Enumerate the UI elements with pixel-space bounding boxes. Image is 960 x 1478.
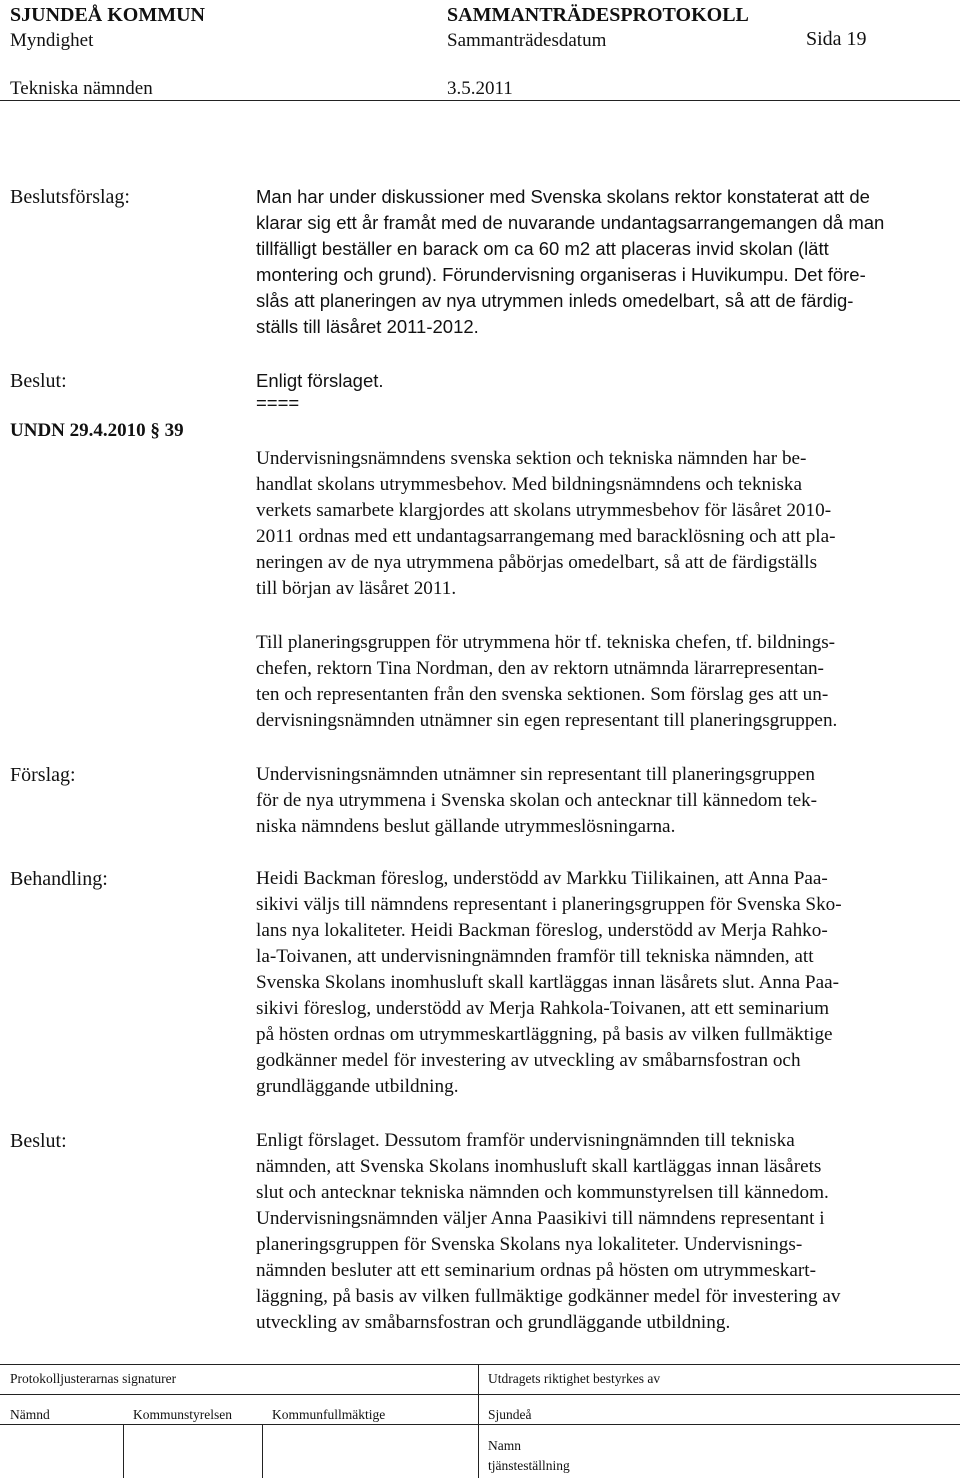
footer-position-label: tjänsteställning	[488, 1458, 570, 1473]
text-line: montering och grund). Förundervisning organiseras i Huvikumpu. Det före-	[256, 264, 866, 285]
page-number: Sida 19	[806, 28, 867, 50]
text-line: till början av läsåret 2011.	[256, 578, 457, 599]
label-beslutsforslag: Beslutsförslag:	[10, 186, 130, 208]
text-line: Enligt förslaget. Dessutom framför undervisningnämnden till tekniska	[256, 1130, 795, 1151]
footer-col-kommunfullmaktige: Kommunfullmäktige	[272, 1407, 386, 1422]
text-line: Svenska Skolans inomhusluft skall kartläggas innan läsårets slut. Anna Paa-	[256, 972, 839, 993]
text-line: verkets samarbete klargjordes att skolans utrymmesbehov för läsåret 2010-	[256, 500, 832, 521]
text-line: klarar sig ett år framåt med de nuvarande undantagsarrangemangen då man	[256, 212, 885, 233]
signature-footer	[0, 1364, 960, 1478]
text-line: 2011 ordnas med ett undantagsarrangemang med baracklösning och att pla-	[256, 526, 836, 547]
separator-line: ====	[256, 392, 300, 413]
text-line: sikivi föreslog, understödd av Merja Rahkola-Toivanen, att ett seminarium	[256, 998, 830, 1019]
text-line: Undervisningsnämndens svenska sektion och tekniska nämnden har be-	[256, 448, 807, 469]
text-line: ten och representanten från den svenska sektionen. Som förslag ges att un-	[256, 684, 829, 705]
footer-row-rule	[0, 1424, 960, 1425]
footer-place: Sjundeå	[488, 1407, 532, 1422]
text-line: på hösten ordnas om utrymmeskartläggning, på basis av vilken fullmäktige	[256, 1024, 833, 1045]
beslut-2-text	[256, 1128, 950, 1336]
meeting-date: 3.5.2011	[447, 78, 513, 99]
text-line: neringen av de nya utrymmena påbörjas omedelbart, så att de färdigställs	[256, 552, 818, 573]
section-reference: UNDN 29.4.2010 § 39	[10, 420, 184, 441]
label-beslut-2: Beslut:	[10, 1130, 67, 1152]
text-line: dervisningsnämnden utnämner sin egen representant till planeringsgruppen.	[256, 710, 838, 731]
text-line: grundläggande utbildning.	[256, 1076, 459, 1097]
text-line: slut och antecknar tekniska nämnden och kommunstyrelsen till kännedom.	[256, 1182, 829, 1203]
text-line: niska nämndens beslut gällande utrymmeslösningarna.	[256, 816, 676, 837]
certified-label: Utdragets riktighet bestyrkes av	[488, 1371, 661, 1386]
behandling-text	[256, 866, 950, 1100]
beslut-1-text	[256, 368, 950, 416]
footer-top-rule	[0, 1364, 960, 1365]
text-line: planeringsgruppen för Svenska Skolans nya lokaliteter. Undervisnings-	[256, 1234, 803, 1255]
label-forslag: Förslag:	[10, 764, 76, 786]
text-line: godkänner medel för investering av utveckling av småbarnsfostran och	[256, 1050, 801, 1071]
authority-label: Myndighet	[10, 30, 94, 51]
footer-center-divider	[478, 1364, 479, 1478]
text-line: tillfälligt beställer en barack om ca 60 m2 att placeras invid skolan (lätt	[256, 238, 829, 259]
text-line: Enligt förslaget.	[256, 370, 384, 391]
text-line: handlat skolans utrymmesbehov. Med bildningsnämndens och tekniska	[256, 474, 803, 495]
municipality-name: SJUNDEÅ KOMMUN	[10, 4, 205, 26]
label-behandling: Behandling:	[10, 868, 108, 890]
text-line: chefen, rektorn Tina Nordman, den av rektorn utnämnda lärarrepresentan-	[256, 658, 824, 679]
forslag-text	[256, 762, 950, 840]
footer-col-namnd: Nämnd	[10, 1407, 50, 1422]
label-beslut-1: Beslut:	[10, 370, 67, 392]
signatures-label: Protokolljusterarnas signaturer	[10, 1371, 177, 1386]
document-type: SAMMANTRÄDESPROTOKOLL	[447, 4, 749, 26]
text-line: nämnden besluter att ett seminarium ordnas på hösten om utrymmeskart-	[256, 1260, 817, 1281]
text-line: utveckling av småbarnsfostran och grundläggande utbildning.	[256, 1312, 731, 1333]
footer-name-label: Namn	[488, 1438, 521, 1453]
text-line: för de nya utrymmena i Svenska skolan och antecknar till kännedom tek-	[256, 790, 818, 811]
footer-col-divider	[123, 1424, 124, 1478]
text-line: la-Toivanen, att undervisningnämnden framför till tekniska nämnden, att	[256, 946, 814, 967]
text-line: lans nya lokaliteter. Heidi Backman föreslog, understödd av Merja Rahko-	[256, 920, 828, 941]
text-line: slås att planeringen av nya utrymmen inleds omedelbart, så att de färdig-	[256, 290, 854, 311]
text-line: sikivi väljs till nämndens representant i planeringsgruppen för Svenska Sko-	[256, 894, 842, 915]
text-line: Undervisningsnämnden väljer Anna Paasikivi till nämndens representant i	[256, 1208, 825, 1229]
text-line: Till planeringsgruppen för utrymmena hör tf. tekniska chefen, tf. bildnings-	[256, 632, 836, 653]
text-line: nämnden, att Svenska Skolans inomhusluft skall kartläggas innan läsårets	[256, 1156, 822, 1177]
undn-paragraph-1	[256, 446, 950, 602]
text-line: Undervisningsnämnden utnämner sin representant till planeringsgruppen	[256, 764, 815, 785]
text-line: ställs till läsåret 2011-2012.	[256, 316, 479, 337]
text-line: Man har under diskussioner med Svenska skolans rektor konstaterat att de	[256, 186, 870, 207]
beslutsforslag-text	[256, 184, 950, 340]
undn-paragraph-2	[256, 630, 950, 734]
footer-col-kommunstyrelsen: Kommunstyrelsen	[133, 1407, 232, 1422]
footer-mid-rule	[0, 1394, 960, 1395]
text-line: Heidi Backman föreslog, understödd av Markku Tiilikainen, att Anna Paa-	[256, 868, 828, 889]
footer-col-divider	[262, 1424, 263, 1478]
authority-name: Tekniska nämnden	[10, 78, 153, 99]
header-divider	[0, 100, 960, 101]
meeting-date-label: Sammanträdesdatum	[447, 30, 607, 51]
text-line: läggning, på basis av vilken fullmäktige godkänner medel för investering av	[256, 1286, 841, 1307]
